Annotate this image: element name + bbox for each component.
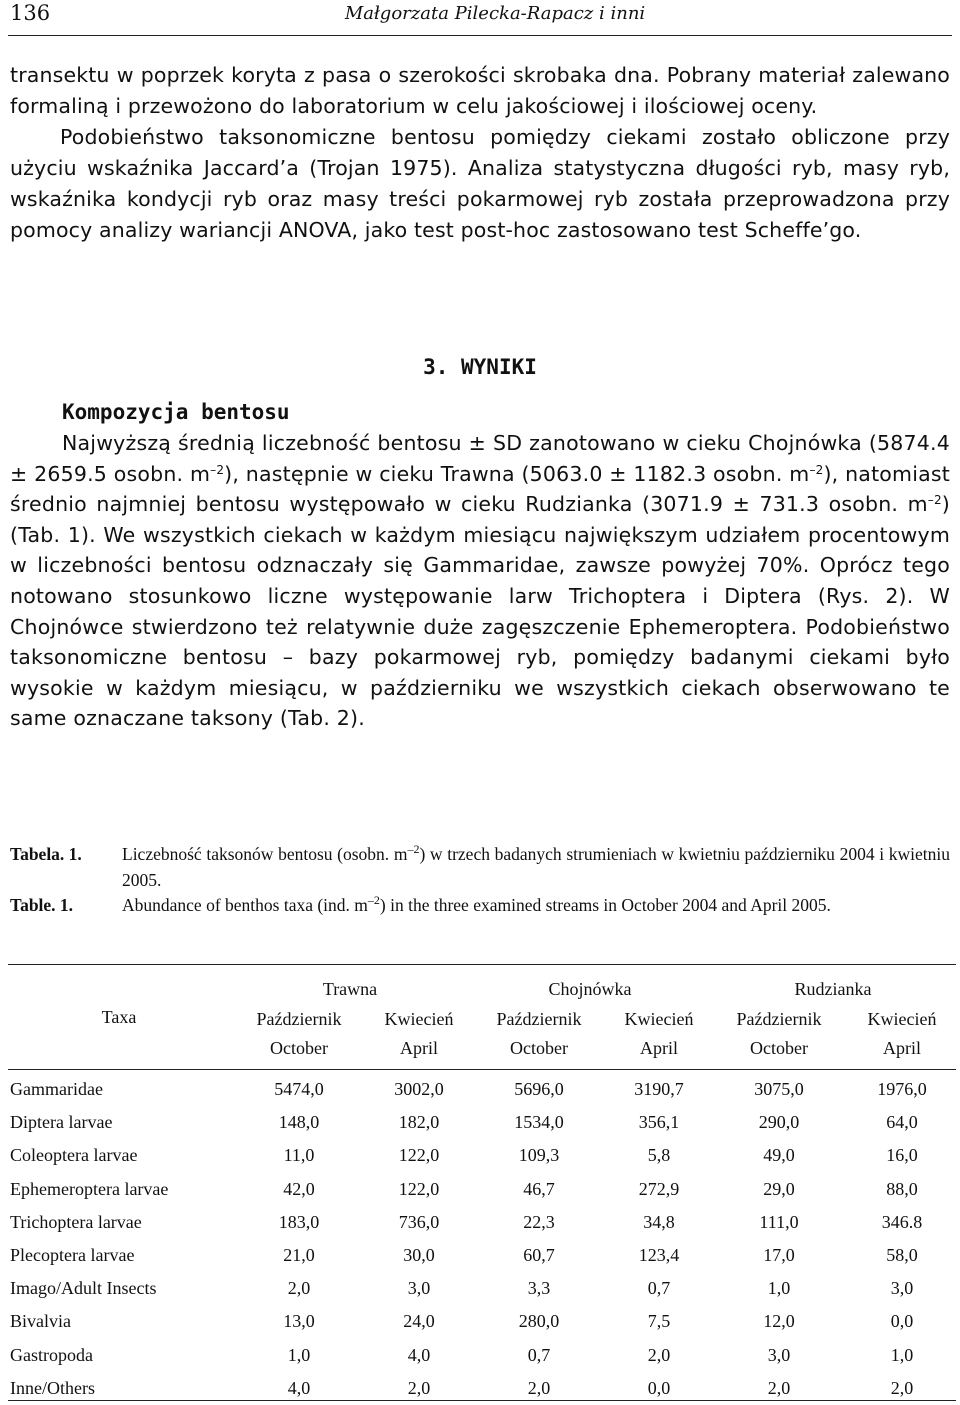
value-cell: 736,0 (398, 1211, 440, 1232)
value-cell: 22,3 (523, 1211, 555, 1232)
month-header-en: April (883, 1037, 921, 1058)
value-cell: 58,0 (886, 1245, 918, 1266)
table-row (8, 1173, 956, 1206)
table-top-rule (8, 964, 956, 965)
value-cell: 3190,7 (634, 1079, 684, 1100)
value-cell: 280,0 (518, 1311, 560, 1332)
value-cell: 109,3 (518, 1145, 560, 1166)
month-header-en: April (640, 1037, 678, 1058)
value-cell: 2,0 (767, 1377, 791, 1398)
value-cell: 123,4 (638, 1245, 680, 1266)
value-cell: 3002,0 (394, 1079, 444, 1100)
month-header-en: October (750, 1037, 808, 1058)
value-cell: 122,0 (398, 1145, 440, 1166)
month-header-pl: Kwiecień (384, 1009, 454, 1029)
taxon-cell: Inne/Others (10, 1377, 95, 1398)
month-header-pl: Kwiecień (624, 1009, 694, 1029)
month-header-en: October (270, 1037, 328, 1058)
value-cell: 272,9 (638, 1178, 680, 1199)
value-cell: 12,0 (763, 1311, 795, 1332)
value-cell: 0,0 (890, 1311, 914, 1332)
value-cell: 4,0 (287, 1377, 311, 1398)
value-cell: 346.8 (881, 1211, 923, 1232)
value-cell: 11,0 (283, 1145, 315, 1166)
value-cell: 34,8 (643, 1211, 675, 1232)
value-cell: 0,0 (647, 1377, 671, 1398)
results-paragraph: Najwyższą średnią liczebność bentosu ± SD zanotowano w cieku Chojnówka (5874.4 ± 2659.5 osobn. $m^{-2}$), następnie w cieku Trawna (5063.0 ± 1182.3 osobn. $m^{-2}$), natomiast średnio najmniej bentosu występowało w cieku Rudzianka (3071.9 ± 731.3 osobn. $m^{-2}$) (Tab. 1). We wszystkich ciekach w każdym miesiącu największym udziałem procentowym w liczebności bentosu odznaczały się Gammaridae, zawsze powyżej 70%. Oprócz tego notowano stosunkowo liczne występowanie larw Trichoptera i Diptera (Rys. 2). W Chojnówce stwierdzono też relatywnie duże zagęszczenie Ephemeroptera. Podobieństwo taksonomiczne bentosu – bazy pokarmowej ryb, pomiędzy badanymi ciekami było wysokie w każdym miesiącu, w październiku we wszystkich ciekach obserwowano te same oznaczane taksony (Tab. 2). (10, 431, 950, 731)
value-cell: 7,5 (647, 1311, 671, 1332)
month-header-pl: Październik (256, 1009, 342, 1029)
caption-english: Table. 1. Abundance of benthos taxa (ind. $m^{-2}$) in the three examined streams in October 2004 and April 2005. (10, 893, 950, 919)
taxon-cell: Coleoptera larvae (10, 1145, 138, 1166)
value-cell: 21,0 (283, 1245, 315, 1266)
value-cell: 356,1 (638, 1112, 680, 1133)
taxon-cell: Ephemeroptera larvae (10, 1178, 169, 1199)
taxon-cell: Imago/Adult Insects (10, 1278, 157, 1299)
section-heading: 3. WYNIKI (423, 355, 537, 379)
table-row (8, 1372, 956, 1405)
data-table (8, 972, 956, 1405)
value-cell: 49,0 (763, 1145, 795, 1166)
value-cell: 4,0 (407, 1344, 431, 1365)
value-cell: 148,0 (278, 1112, 320, 1133)
value-cell: 183,0 (278, 1211, 320, 1232)
value-cell: 122,0 (398, 1178, 440, 1199)
value-cell: 1976,0 (877, 1079, 927, 1100)
value-cell: 182,0 (398, 1112, 440, 1133)
value-cell: 3075,0 (754, 1079, 804, 1100)
value-cell: 5,8 (647, 1145, 671, 1166)
value-cell: 1534,0 (514, 1112, 564, 1133)
taxon-cell: Trichoptera larvae (10, 1211, 142, 1232)
value-cell: 46,7 (523, 1178, 555, 1199)
value-cell: 30,0 (403, 1245, 435, 1266)
value-cell: 1,0 (767, 1278, 791, 1299)
value-cell: 3,0 (407, 1278, 431, 1299)
value-cell: 0,7 (527, 1344, 551, 1365)
value-cell: 1,0 (890, 1344, 914, 1365)
value-cell: 0,7 (647, 1278, 671, 1299)
table-row (8, 1063, 956, 1106)
page-number: 136 (10, 1, 51, 25)
value-cell: 3,0 (767, 1344, 791, 1365)
value-cell: 2,0 (287, 1278, 311, 1299)
value-cell: 2,0 (647, 1344, 671, 1365)
methods-paragraph (10, 60, 950, 246)
value-cell: 111,0 (759, 1211, 799, 1232)
methods-text: transektu w poprzek koryta z pasa o szerokości skrobaka dna. Pobrany materiał zalewano formaliną i przewożono do laboratorium w celu jakościowej i ilościowej oceny. (10, 63, 950, 118)
page-header (8, 0, 952, 36)
methods-text-2: Podobieństwo taksonomiczne bentosu pomiędzy ciekami zostało obliczone przy użyciu wskaźnika Jaccard’a (Trojan 1975). Analiza statystyczna długości ryb, masy ryb, wskaźnika kondycji ryb oraz masy treści pokarmowej ryb została przeprowadzona przy pomocy analizy wariancji ANOVA, jako test post-hoc zastosowano test Scheffe’go. (10, 125, 950, 242)
table-row (8, 1106, 956, 1139)
month-header-pl: Październik (736, 1009, 822, 1029)
table-row (8, 1239, 956, 1272)
value-cell: 42,0 (283, 1178, 315, 1199)
taxa-header: Taxa (101, 1007, 137, 1027)
stream-header: Trawna (322, 978, 378, 999)
value-cell: 3,0 (890, 1278, 914, 1299)
month-header-en: October (510, 1037, 568, 1058)
caption-label-pl: Tabela. 1. (10, 844, 82, 864)
taxon-cell: Gammaridae (10, 1079, 103, 1100)
value-cell: 3,3 (527, 1278, 551, 1299)
taxon-cell: Plecoptera larvae (10, 1245, 135, 1266)
table-row (8, 1272, 956, 1305)
value-cell: 17,0 (763, 1245, 795, 1266)
month-header-pl: Październik (496, 1009, 582, 1029)
caption-polish: Tabela. 1. Liczebność taksonów bentosu (osobn. $m^{-2}$) w trzech badanych strumieniach w kwietniu październiku 2004 i kwietniu 2005. (10, 842, 950, 893)
table-row (8, 1339, 956, 1372)
taxon-cell: Diptera larvae (10, 1112, 113, 1133)
value-cell: 2,0 (407, 1377, 431, 1398)
table-caption (10, 842, 950, 919)
taxon-cell: Gastropoda (10, 1344, 93, 1365)
value-cell: 24,0 (403, 1311, 435, 1332)
stream-header: Rudzianka (794, 978, 872, 999)
month-header-en: April (400, 1037, 438, 1058)
table-row (8, 1139, 956, 1172)
running-title: Małgorzata Pilecka-Rapacz i inni (344, 3, 646, 24)
value-cell: 5474,0 (274, 1079, 324, 1100)
month-header-pl: Kwiecień (867, 1009, 937, 1029)
value-cell: 13,0 (283, 1311, 315, 1332)
value-cell: 16,0 (886, 1145, 918, 1166)
value-cell: 29,0 (763, 1178, 795, 1199)
caption-label-en: Table. 1. (10, 895, 74, 915)
value-cell: 2,0 (527, 1377, 551, 1398)
table-row (8, 1305, 956, 1338)
value-cell: 290,0 (758, 1112, 800, 1133)
taxon-cell: Bivalvia (10, 1311, 71, 1332)
value-cell: 2,0 (890, 1377, 914, 1398)
sub-heading: Kompozycja bentosu (62, 400, 290, 424)
value-cell: 64,0 (886, 1112, 918, 1133)
stream-header: Chojnówka (548, 978, 632, 999)
table-row (8, 1206, 956, 1239)
value-cell: 88,0 (886, 1178, 918, 1199)
value-cell: 1,0 (287, 1344, 311, 1365)
header-rule (8, 35, 952, 36)
value-cell: 5696,0 (514, 1079, 564, 1100)
value-cell: 60,7 (523, 1245, 555, 1266)
